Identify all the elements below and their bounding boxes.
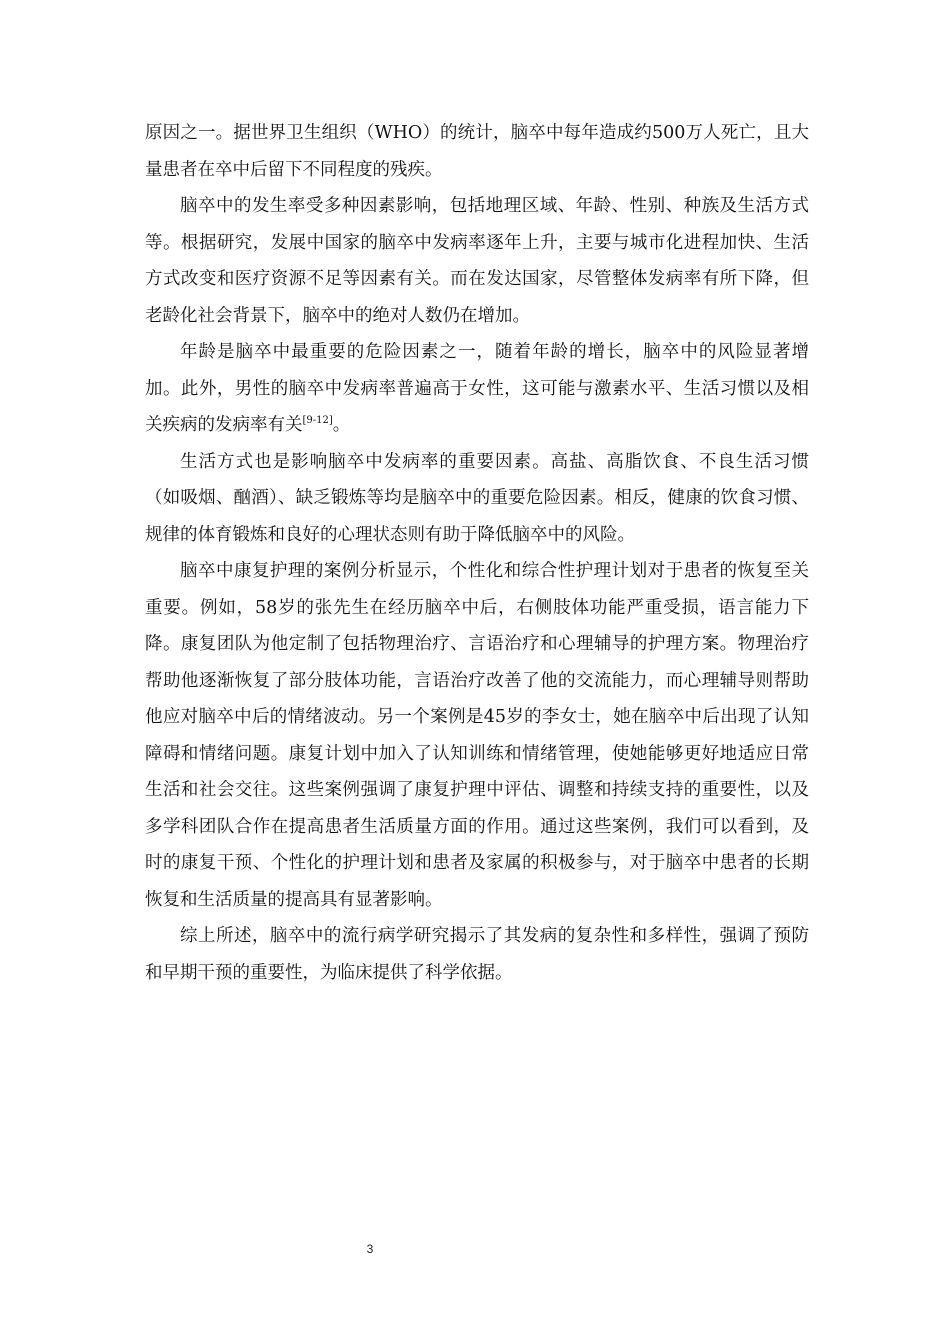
page-number: 3 — [366, 1242, 374, 1256]
paragraph-lifestyle: 生活方式也是影响脑卒中发病率的重要因素。高盐、高脂饮食、不良生活习惯（如吸烟、酗酒）、缺乏锻炼等均是脑卒中的重要危险因素。相反，健康的饮食习惯、规律的体育锻炼和良好的心理状态则有助于降低脑卒中的风险。 — [145, 451, 809, 545]
citation-reference: [9-12] — [302, 415, 333, 426]
paragraph-age-risk-text: 年龄是脑卒中最重要的危险因素之一，随着年龄的增长，脑卒中的风险显著增加。此外，男性的脑卒中发病率普遍高于女性，这可能与激素水平、生活习惯以及相关疾病的发病率有关 — [145, 342, 809, 435]
paragraph-case-analysis: 脑卒中康复护理的案例分析显示，个性化和综合性护理计划对于患者的恢复至关重要。例如，58岁的张先生在经历脑卒中后，右侧肢体功能严重受损，语言能力下降。康复团队为他定制了包括物理治疗、言语治疗和心理辅导的护理方案。物理治疗帮助他逐渐恢复了部分肢体功能，言语治疗改善了他的交流能力，而心理辅导则帮助他应对脑卒中后的情绪波动。另一个案例是45岁的李女士，她在脑卒中后出现了认知障碍和情绪问题。康复计划中加入了认知训练和情绪管理，使她能够更好地适应日常生活和社会交往。这些案例强调了康复护理中评估、调整和持续支持的重要性，以及多学科团队合作在提高患者生活质量方面的作用。通过这些案例，我们可以看到，及时的康复干预、个性化的护理计划和患者及家属的积极参与，对于脑卒中患者的长期恢复和生活质量的提高具有显著影响。 — [145, 561, 809, 910]
body-text — [145, 115, 809, 991]
paragraph-age-risk-end: 。 — [332, 415, 351, 435]
paragraph-age-risk — [145, 334, 809, 444]
paragraph-incidence-factors: 脑卒中的发生率受多种因素影响，包括地理区域、年龄、性别、种族及生活方式等。根据研究，发展中国家的脑卒中发病率逐年上升，主要与城市化进程加快、生活方式改变和医疗资源不足等因素有关。而在发达国家，尽管整体发病率有所下降，但老龄化社会背景下，脑卒中的绝对人数仍在增加。 — [145, 196, 809, 326]
paragraph-summary: 综上所述，脑卒中的流行病学研究揭示了其发病的复杂性和多样性，强调了预防和早期干预的重要性，为临床提供了科学依据。 — [145, 926, 809, 983]
paragraph-continuation: 原因之一。据世界卫生组织（WHO）的统计，脑卒中每年造成约500万人死亡，且大量患者在卒中后留下不同程度的残疾。 — [145, 123, 809, 180]
